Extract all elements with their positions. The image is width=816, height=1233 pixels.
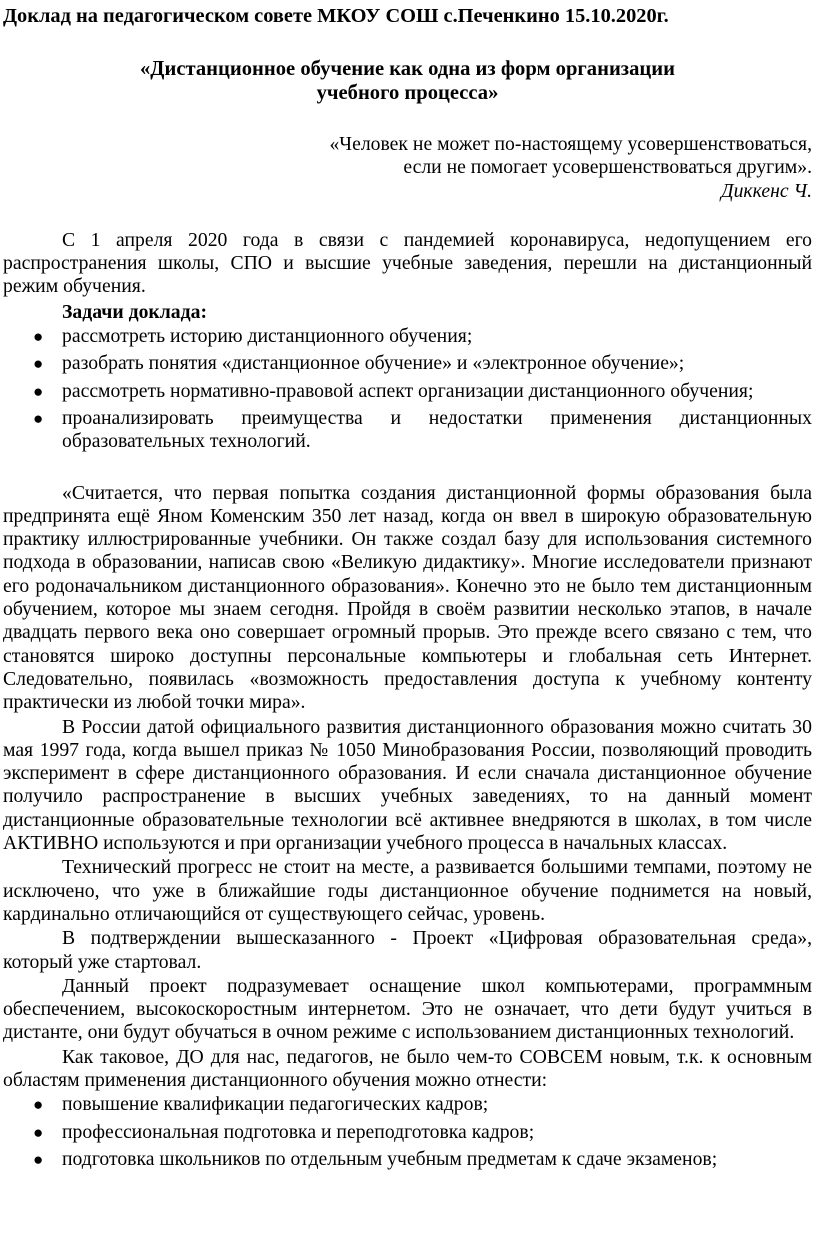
bullet-icon: ● <box>33 408 44 428</box>
document-title <box>3 58 812 105</box>
document-header: Доклад на педагогическом совете МКОУ СОШ с.Печенкино 15.10.2020г. <box>3 5 669 27</box>
spacer <box>3 458 812 482</box>
intro-paragraph: С 1 апреля 2020 года в связи с пандемией коронавируса, недопущением его распространения школы, СПО и высшие учебные заведения, перешли на дистанционный режим обучения. <box>3 228 812 298</box>
list-item-text: рассмотреть историю дистанционного обучения; <box>62 325 473 348</box>
bullet-icon: ● <box>33 1149 44 1169</box>
list-item-text: рассмотреть нормативно-правовой аспект организации дистанционного обучения; <box>62 379 754 402</box>
list-item <box>3 1148 812 1171</box>
list-item-text: разобрать понятия «дистанционное обучение» и «электронное обучение»; <box>62 352 685 375</box>
body-paragraph: Технический прогресс не стоит на месте, а развивается большими темпами, поэтому не исключено, что уже в ближайшие годы дистанционное обучение поднимется на новый, кардинально отличающийся от существующего сейчас, уровень. <box>3 856 812 925</box>
epigraph-line: если не помогает усовершенствоваться другим». <box>403 156 812 179</box>
list-item-text: подготовка школьников по отдельным учебным предметам к сдаче экзаменов; <box>62 1147 718 1170</box>
epigraph-line: «Человек не может по-настоящему усовершенствоваться, <box>329 133 812 155</box>
list-item <box>3 325 812 348</box>
tasks-list <box>3 325 812 453</box>
list-item-text: проанализировать преимущества и недостатки применения дистанционных образовательных технологий. <box>62 406 812 453</box>
epigraph <box>3 133 812 203</box>
list-item <box>3 407 812 454</box>
body-paragraph: Данный проект подразумевает оснащение школ компьютерами, программным обеспечением, высокоскоростным интернетом. Это не означает, что дети будут учиться в дистанте, они будут обучаться в очном режиме с использованием дистанционных технологий. <box>3 974 812 1044</box>
bullet-icon: ● <box>33 1122 44 1142</box>
bullet-icon: ● <box>33 327 44 347</box>
body-paragraph: «Считается, что первая попытка создания дистанционной формы образования была предпринята ещё Яном Коменским 350 лет назад, когда он ввел в широкую образовательную практику иллюстрированные учебники. Он также создал базу для использования системного подхода в образовании, написав свою «Великую дидактику». Многие исследователи признают его родоначальником дистанционного образования». Конечно это не было тем дистанционным обучением, которое мы знаем сегодня. Пройдя в своём развитии несколько этапов, в начале двадцать первого века оно совершает огромный прорыв. Это прежде всего связано с тем, что становятся широко доступны персональные компьютеры и глобальная сеть Интернет. Следовательно, появилась «возможность предоставления доступа к учебному контенту практически из любой точки мира». <box>3 481 812 714</box>
epigraph-author: Диккенс Ч. <box>721 179 812 202</box>
bullet-icon: ● <box>33 354 44 374</box>
areas-list <box>3 1093 812 1171</box>
bullet-icon: ● <box>33 381 44 401</box>
body-paragraph: В подтверждении вышесказанного - Проект «Цифровая образовательная среда», который уже стартовал. <box>3 927 812 973</box>
list-item <box>3 380 812 403</box>
list-item <box>3 1121 812 1144</box>
title-line: «Дистанционное обучение как одна из форм организации <box>140 58 675 80</box>
tasks-heading: Задачи доклада: <box>62 300 208 323</box>
title-line: учебного процесса» <box>316 81 499 104</box>
list-item-text: профессиональная подготовка и переподготовка кадров; <box>62 1120 535 1143</box>
body-paragraph: Как таковое, ДО для нас, педагогов, не было чем-то СОВСЕМ новым, т.к. к основным областям применения дистанционного обучения можно отнести: <box>3 1045 812 1091</box>
list-item-text: повышение квалификации педагогических кадров; <box>62 1093 489 1116</box>
list-item <box>3 352 812 375</box>
bullet-icon: ● <box>33 1095 44 1115</box>
body-paragraph: В России датой официального развития дистанционного образования можно считать 30 мая 1997 года, когда вышел приказ № 1050 Минобразования России, позволяющий проводить эксперимент в сфере дистанционного образования. И если сначала дистанционное обучение получило распространение в высших учебных заведениях, то на данный момент дистанционные образовательные технологии всё активнее внедряются в школах, в том числе АКТИВНО используются и при организации учебного процесса в начальных классах. <box>3 715 812 855</box>
list-item <box>3 1093 812 1116</box>
